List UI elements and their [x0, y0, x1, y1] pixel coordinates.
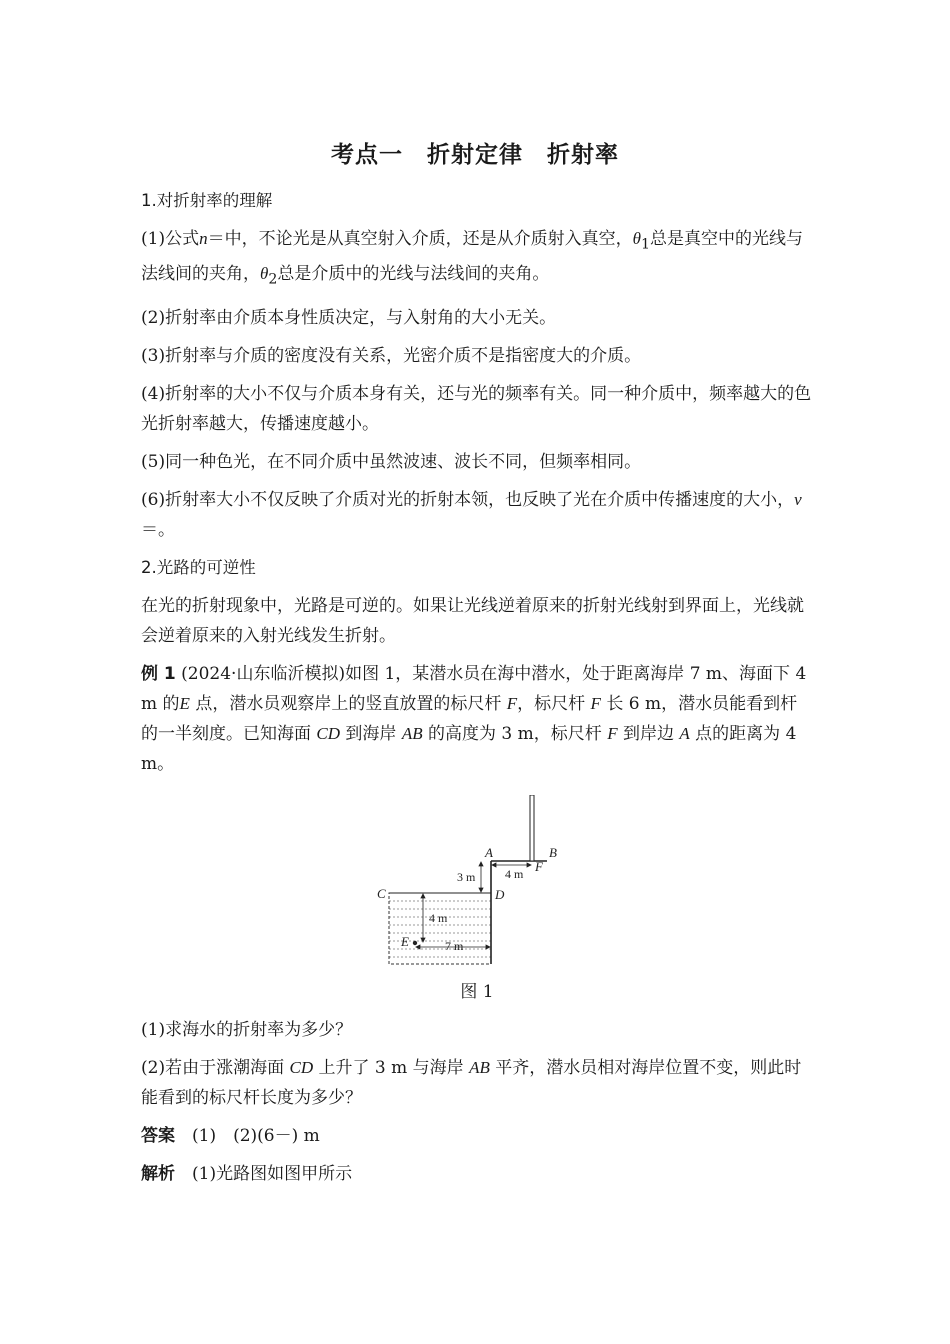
label-a: A: [485, 844, 493, 860]
heading-reversibility: 2.光路的可逆性: [141, 557, 256, 577]
diver-point-e: [413, 941, 417, 945]
paragraph-6: (6)折射率大小不仅反映了介质对光的折射本领，也反映了光在介质中传播速度的大小，v＝。: [141, 489, 802, 540]
document-body: [141, 186, 813, 1197]
label-7m: 7 m: [445, 938, 464, 953]
label-f: F: [535, 858, 543, 874]
question-1: (1)求海水的折射率为多少？: [141, 1019, 353, 1040]
paragraph-3: (3)折射率与介质的密度没有关系，光密介质不是指密度大的介质。: [141, 345, 642, 366]
paragraph-4: (4)折射率的大小不仅与介质本身有关，还与光的频率有关。同一种介质中，频率越大的色光折射率越大，传播速度越小。: [141, 383, 812, 434]
answer-label: 答案: [141, 1125, 175, 1146]
figure-caption: 图 1: [460, 981, 494, 1002]
label-4m-horizontal: 4 m: [505, 866, 524, 881]
analysis: 解析 (1)光路图如图甲所示: [141, 1163, 353, 1184]
measuring-pole: [530, 795, 534, 861]
question-2: (2)若由于涨潮海面 CD 上升了 3 m 与海岸 AB 平齐，潜水员相对海岸位置不变，则此时能看到的标尺杆长度为多少？: [141, 1057, 802, 1108]
label-4m-depth: 4 m: [429, 910, 448, 925]
example-label: 例 1: [141, 663, 176, 684]
paragraph-1: (1)公式n＝中，不论光是从真空射入介质，还是从介质射入真空，$\theta_1$总是真空中的光线与法线间的夹角，$\theta_2$总是介质中的光线与法线间的夹角。: [141, 229, 803, 288]
sea-region: [389, 893, 491, 964]
paragraph-2: (2)折射率由介质本身性质决定，与入射角的大小无关。: [141, 307, 557, 328]
example-1: 例 1 (2024·山东临沂模拟)如图 1，某潜水员在海中潜水，处于距离海岸 7 m、海面下 4 m 的E 点，潜水员观察岸上的竖直放置的标尺杆 F，标尺杆 F 长 6 m，潜水员能看到杆的一半刻度。已知海面 CD 到海岸 AB 的高度为 3 m，标尺杆 F 到岸边 A 点的距离为 4 m。: [141, 663, 807, 774]
label-d: D: [495, 886, 505, 902]
label-b: B: [549, 844, 557, 860]
figure-1: [141, 795, 813, 1007]
answer: 答案 (1) (2)(6－) m: [141, 1125, 320, 1146]
label-e: E: [401, 933, 409, 949]
label-c: C: [377, 885, 386, 901]
heading-refractive-index: 1.对折射率的理解: [141, 191, 273, 210]
paragraph-5: (5)同一种色光，在不同介质中虽然波速、波长不同，但频率相同。: [141, 451, 642, 472]
paragraph-reversibility: 在光的折射现象中，光路是可逆的。如果让光线逆着原来的折射光线射到界面上，光线就会逆着原来的入射光线发生折射。: [141, 595, 804, 646]
section-title: 考点一 折射定律 折射率: [331, 142, 619, 168]
theta-symbol: θ: [260, 264, 269, 284]
analysis-label: 解析: [141, 1163, 175, 1184]
label-3m: 3 m: [457, 869, 476, 884]
diver-diagram: [377, 795, 577, 967]
